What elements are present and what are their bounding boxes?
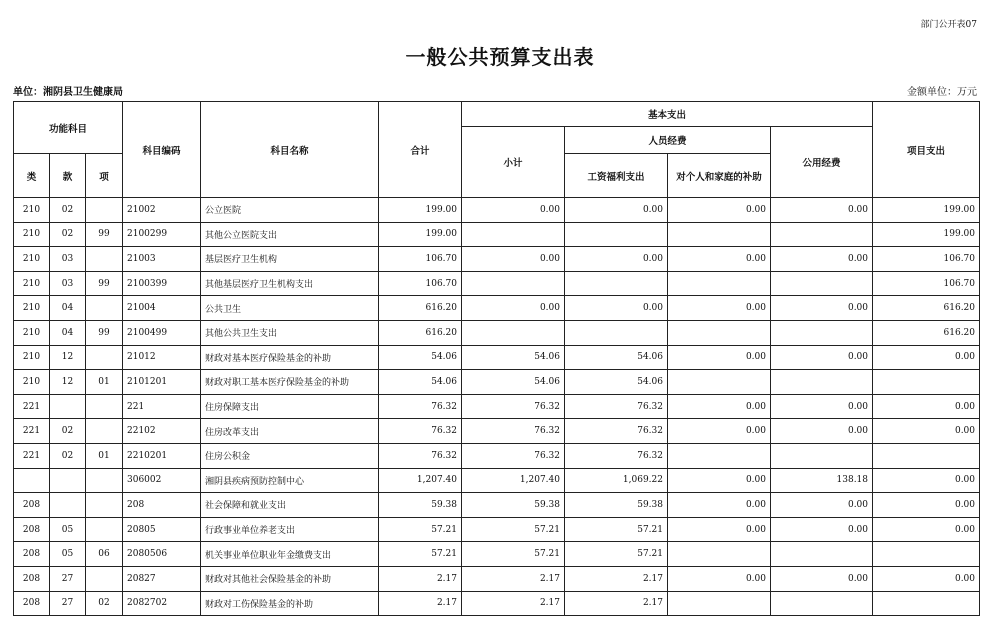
header-project-expenditure: 项目支出 xyxy=(873,102,980,198)
cell-total: 1,207.40 xyxy=(379,468,462,493)
cell-xiang: 99 xyxy=(86,271,123,296)
cell-subject-code: 2210201 xyxy=(123,443,201,468)
cell-subject-name: 社会保障和就业支出 xyxy=(201,493,379,518)
cell-subject-name: 基层医疗卫生机构 xyxy=(201,247,379,272)
cell-subtotal: 54.06 xyxy=(462,370,565,395)
cell-public-funds: 0.00 xyxy=(771,517,873,542)
cell-total: 106.70 xyxy=(379,271,462,296)
cell-public-funds xyxy=(771,591,873,616)
cell-project: 616.20 xyxy=(873,296,980,321)
cell-subtotal: 76.32 xyxy=(462,394,565,419)
cell-project xyxy=(873,370,980,395)
cell-kuan: 02 xyxy=(50,419,86,444)
cell-subtotal: 59.38 xyxy=(462,493,565,518)
cell-lei: 208 xyxy=(14,493,50,518)
cell-subtotal: 0.00 xyxy=(462,296,565,321)
table-row xyxy=(14,419,980,444)
cell-public-funds: 0.00 xyxy=(771,296,873,321)
cell-subject-name: 财政对其他社会保险基金的补助 xyxy=(201,566,379,591)
cell-total: 2.17 xyxy=(379,566,462,591)
cell-subtotal: 0.00 xyxy=(462,247,565,272)
cell-total: 199.00 xyxy=(379,198,462,223)
table-row xyxy=(14,345,980,370)
header-lei: 类 xyxy=(14,154,50,198)
cell-xiang xyxy=(86,198,123,223)
cell-xiang xyxy=(86,517,123,542)
table-row xyxy=(14,394,980,419)
cell-kuan: 03 xyxy=(50,247,86,272)
cell-total: 76.32 xyxy=(379,394,462,419)
cell-subtotal: 0.00 xyxy=(462,198,565,223)
header-xiang: 项 xyxy=(86,154,123,198)
table-row xyxy=(14,591,980,616)
cell-subject-name: 其他基层医疗卫生机构支出 xyxy=(201,271,379,296)
cell-project: 0.00 xyxy=(873,517,980,542)
cell-kuan: 02 xyxy=(50,443,86,468)
cell-subject-code: 20805 xyxy=(123,517,201,542)
table-row xyxy=(14,542,980,567)
budget-expenditure-table xyxy=(13,101,980,616)
cell-subsidy: 0.00 xyxy=(668,198,771,223)
header-wages-welfare: 工资福利支出 xyxy=(565,154,668,198)
cell-kuan: 04 xyxy=(50,296,86,321)
cell-lei: 208 xyxy=(14,542,50,567)
cell-lei: 208 xyxy=(14,591,50,616)
cell-total: 59.38 xyxy=(379,493,462,518)
cell-lei: 210 xyxy=(14,222,50,247)
cell-subject-code: 21004 xyxy=(123,296,201,321)
cell-subject-code: 2080506 xyxy=(123,542,201,567)
cell-xiang: 99 xyxy=(86,222,123,247)
unit-label: 单位：湘阴县卫生健康局 xyxy=(13,87,123,98)
cell-wages: 59.38 xyxy=(565,493,668,518)
cell-kuan: 05 xyxy=(50,542,86,567)
cell-kuan xyxy=(50,394,86,419)
cell-subject-name: 住房改革支出 xyxy=(201,419,379,444)
cell-wages: 57.21 xyxy=(565,517,668,542)
cell-wages xyxy=(565,320,668,345)
table-body xyxy=(14,198,980,616)
cell-subsidy: 0.00 xyxy=(668,566,771,591)
cell-kuan: 02 xyxy=(50,222,86,247)
table-row xyxy=(14,247,980,272)
table-row xyxy=(14,271,980,296)
cell-subject-code: 21002 xyxy=(123,198,201,223)
cell-total: 57.21 xyxy=(379,517,462,542)
cell-xiang xyxy=(86,345,123,370)
cell-public-funds xyxy=(771,542,873,567)
cell-subtotal: 76.32 xyxy=(462,419,565,444)
cell-subtotal: 1,207.40 xyxy=(462,468,565,493)
cell-wages xyxy=(565,222,668,247)
cell-wages: 76.32 xyxy=(565,443,668,468)
cell-subject-name: 其他公共卫生支出 xyxy=(201,320,379,345)
cell-subsidy xyxy=(668,271,771,296)
cell-xiang xyxy=(86,468,123,493)
cell-wages: 54.06 xyxy=(565,370,668,395)
cell-subsidy: 0.00 xyxy=(668,296,771,321)
cell-subject-code: 2100499 xyxy=(123,320,201,345)
cell-subsidy xyxy=(668,443,771,468)
cell-subsidy: 0.00 xyxy=(668,468,771,493)
header-total: 合计 xyxy=(379,102,462,198)
table-row xyxy=(14,443,980,468)
cell-project: 0.00 xyxy=(873,419,980,444)
header-kuan: 款 xyxy=(50,154,86,198)
cell-kuan: 02 xyxy=(50,198,86,223)
cell-public-funds: 138.18 xyxy=(771,468,873,493)
cell-project: 0.00 xyxy=(873,394,980,419)
cell-xiang xyxy=(86,419,123,444)
cell-kuan: 27 xyxy=(50,566,86,591)
cell-subject-name: 财政对职工基本医疗保险基金的补助 xyxy=(201,370,379,395)
cell-subtotal xyxy=(462,222,565,247)
cell-public-funds xyxy=(771,370,873,395)
table-row xyxy=(14,222,980,247)
header-subject-name: 科目名称 xyxy=(201,102,379,198)
cell-lei: 221 xyxy=(14,443,50,468)
cell-lei: 208 xyxy=(14,566,50,591)
cell-subject-code: 22102 xyxy=(123,419,201,444)
cell-total: 54.06 xyxy=(379,370,462,395)
cell-total: 76.32 xyxy=(379,419,462,444)
cell-lei: 210 xyxy=(14,296,50,321)
cell-subject-name: 公共卫生 xyxy=(201,296,379,321)
table-row xyxy=(14,566,980,591)
cell-wages: 57.21 xyxy=(565,542,668,567)
cell-project: 0.00 xyxy=(873,493,980,518)
table-row xyxy=(14,320,980,345)
cell-project: 0.00 xyxy=(873,468,980,493)
cell-total: 2.17 xyxy=(379,591,462,616)
cell-lei: 221 xyxy=(14,419,50,444)
cell-lei: 210 xyxy=(14,198,50,223)
cell-total: 76.32 xyxy=(379,443,462,468)
header-function-subject: 功能科目 xyxy=(14,102,123,154)
cell-total: 54.06 xyxy=(379,345,462,370)
cell-wages: 0.00 xyxy=(565,198,668,223)
cell-total: 199.00 xyxy=(379,222,462,247)
cell-subject-code: 20827 xyxy=(123,566,201,591)
cell-xiang xyxy=(86,493,123,518)
cell-subject-name: 公立医院 xyxy=(201,198,379,223)
cell-public-funds: 0.00 xyxy=(771,419,873,444)
cell-xiang xyxy=(86,394,123,419)
cell-project: 616.20 xyxy=(873,320,980,345)
cell-public-funds: 0.00 xyxy=(771,247,873,272)
cell-xiang: 06 xyxy=(86,542,123,567)
cell-xiang xyxy=(86,247,123,272)
cell-lei: 208 xyxy=(14,517,50,542)
cell-subject-code: 2100299 xyxy=(123,222,201,247)
cell-subtotal xyxy=(462,320,565,345)
header-subtotal: 小计 xyxy=(462,127,565,198)
cell-subject-name: 财政对基本医疗保险基金的补助 xyxy=(201,345,379,370)
cell-public-funds: 0.00 xyxy=(771,566,873,591)
cell-total: 616.20 xyxy=(379,296,462,321)
cell-wages: 2.17 xyxy=(565,591,668,616)
cell-subtotal: 2.17 xyxy=(462,591,565,616)
cell-kuan xyxy=(50,493,86,518)
cell-subsidy xyxy=(668,591,771,616)
cell-subject-name: 住房保障支出 xyxy=(201,394,379,419)
cell-lei: 210 xyxy=(14,320,50,345)
table-row xyxy=(14,493,980,518)
cell-wages: 0.00 xyxy=(565,296,668,321)
header-subject-code: 科目编码 xyxy=(123,102,201,198)
cell-kuan: 27 xyxy=(50,591,86,616)
cell-wages: 76.32 xyxy=(565,394,668,419)
cell-kuan: 12 xyxy=(50,345,86,370)
cell-public-funds: 0.00 xyxy=(771,198,873,223)
cell-subject-name: 行政事业单位养老支出 xyxy=(201,517,379,542)
cell-lei: 210 xyxy=(14,271,50,296)
cell-subsidy xyxy=(668,370,771,395)
cell-subtotal: 57.21 xyxy=(462,542,565,567)
cell-subject-code: 2082702 xyxy=(123,591,201,616)
cell-project: 0.00 xyxy=(873,566,980,591)
cell-total: 57.21 xyxy=(379,542,462,567)
cell-subject-code: 21012 xyxy=(123,345,201,370)
cell-project: 199.00 xyxy=(873,198,980,223)
cell-project: 106.70 xyxy=(873,271,980,296)
cell-public-funds xyxy=(771,443,873,468)
cell-wages: 2.17 xyxy=(565,566,668,591)
cell-subject-code: 21003 xyxy=(123,247,201,272)
cell-wages xyxy=(565,271,668,296)
table-row xyxy=(14,468,980,493)
cell-subsidy: 0.00 xyxy=(668,517,771,542)
cell-xiang xyxy=(86,566,123,591)
cell-subsidy xyxy=(668,320,771,345)
cell-public-funds: 0.00 xyxy=(771,493,873,518)
table-row xyxy=(14,296,980,321)
header-personnel-funds: 人员经费 xyxy=(565,127,771,154)
cell-subject-name: 机关事业单位职业年金缴费支出 xyxy=(201,542,379,567)
table-row xyxy=(14,517,980,542)
cell-lei: 210 xyxy=(14,247,50,272)
cell-kuan: 03 xyxy=(50,271,86,296)
cell-subsidy xyxy=(668,222,771,247)
cell-xiang: 99 xyxy=(86,320,123,345)
cell-xiang: 01 xyxy=(86,443,123,468)
cell-subject-code: 2101201 xyxy=(123,370,201,395)
cell-kuan: 05 xyxy=(50,517,86,542)
cell-wages: 0.00 xyxy=(565,247,668,272)
cell-kuan xyxy=(50,468,86,493)
cell-wages: 1,069.22 xyxy=(565,468,668,493)
cell-wages: 76.32 xyxy=(565,419,668,444)
cell-project: 0.00 xyxy=(873,345,980,370)
page-title: 一般公共预算支出表 xyxy=(405,45,595,69)
cell-subject-name: 其他公立医院支出 xyxy=(201,222,379,247)
table-header xyxy=(14,102,980,198)
cell-xiang: 01 xyxy=(86,370,123,395)
cell-subtotal xyxy=(462,271,565,296)
cell-subject-code: 2100399 xyxy=(123,271,201,296)
cell-subsidy: 0.00 xyxy=(668,345,771,370)
cell-subtotal: 2.17 xyxy=(462,566,565,591)
cell-subtotal: 57.21 xyxy=(462,517,565,542)
cell-project xyxy=(873,443,980,468)
header-basic-expenditure: 基本支出 xyxy=(462,102,873,127)
cell-public-funds xyxy=(771,271,873,296)
currency-unit-label: 金额单位：万元 xyxy=(907,87,977,98)
form-number-label: 部门公开表07 xyxy=(920,20,977,30)
cell-lei: 210 xyxy=(14,370,50,395)
cell-subject-code: 208 xyxy=(123,493,201,518)
cell-subsidy xyxy=(668,542,771,567)
cell-lei: 210 xyxy=(14,345,50,370)
cell-subject-code: 306002 xyxy=(123,468,201,493)
cell-project xyxy=(873,542,980,567)
header-public-funds: 公用经费 xyxy=(771,127,873,198)
cell-lei xyxy=(14,468,50,493)
cell-project: 106.70 xyxy=(873,247,980,272)
table-row xyxy=(14,370,980,395)
cell-subtotal: 54.06 xyxy=(462,345,565,370)
header-household-subsidy: 对个人和家庭的补助 xyxy=(668,154,771,198)
cell-public-funds xyxy=(771,222,873,247)
cell-subject-name: 财政对工伤保险基金的补助 xyxy=(201,591,379,616)
cell-subsidy: 0.00 xyxy=(668,419,771,444)
cell-subject-name: 湘阴县疾病预防控制中心 xyxy=(201,468,379,493)
cell-xiang xyxy=(86,296,123,321)
cell-public-funds: 0.00 xyxy=(771,394,873,419)
cell-subtotal: 76.32 xyxy=(462,443,565,468)
cell-subsidy: 0.00 xyxy=(668,394,771,419)
cell-public-funds xyxy=(771,320,873,345)
cell-subsidy: 0.00 xyxy=(668,493,771,518)
cell-kuan: 12 xyxy=(50,370,86,395)
cell-total: 106.70 xyxy=(379,247,462,272)
cell-xiang: 02 xyxy=(86,591,123,616)
cell-subject-name: 住房公积金 xyxy=(201,443,379,468)
table-row xyxy=(14,198,980,223)
cell-lei: 221 xyxy=(14,394,50,419)
cell-project xyxy=(873,591,980,616)
cell-project: 199.00 xyxy=(873,222,980,247)
cell-subject-code: 221 xyxy=(123,394,201,419)
cell-wages: 54.06 xyxy=(565,345,668,370)
cell-kuan: 04 xyxy=(50,320,86,345)
cell-public-funds: 0.00 xyxy=(771,345,873,370)
cell-subsidy: 0.00 xyxy=(668,247,771,272)
cell-total: 616.20 xyxy=(379,320,462,345)
